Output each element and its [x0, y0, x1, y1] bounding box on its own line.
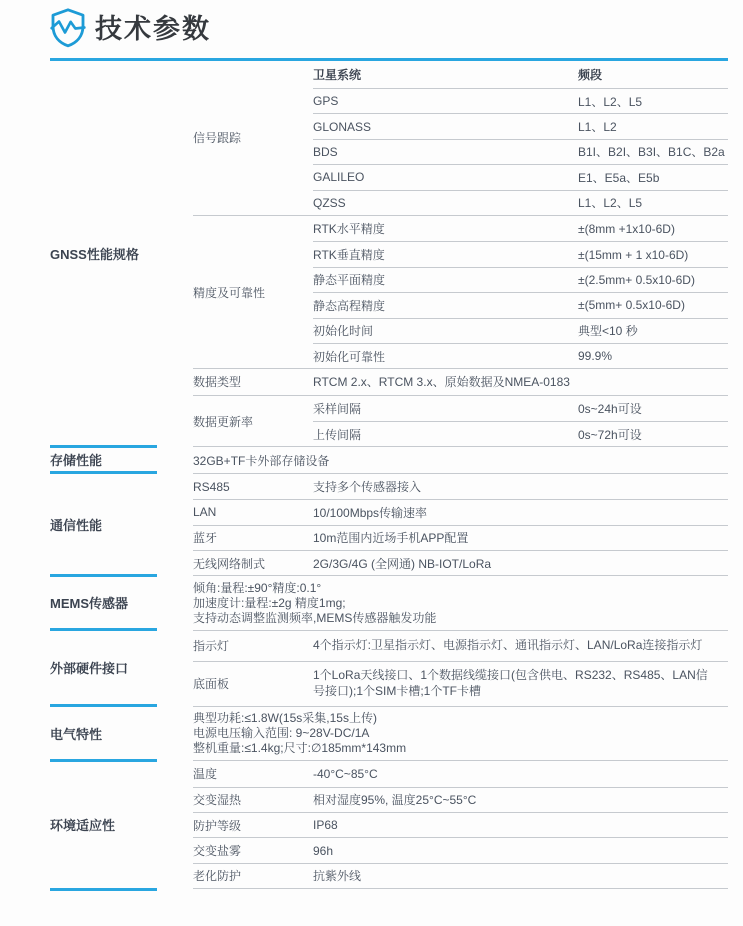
group-rows	[313, 61, 728, 215]
row-value: ±(8mm +1x10-6D)	[578, 221, 675, 236]
row-name: 底面板	[193, 677, 230, 692]
row-lines	[193, 711, 728, 755]
row-name: LAN	[193, 505, 217, 520]
spec-row	[193, 812, 728, 837]
section-body	[193, 760, 728, 889]
row-value: 10m范围内近场手机APP配置	[313, 531, 469, 546]
row-value: B1I、B2I、B3I、B1C、B2a	[578, 145, 725, 160]
spec-row	[193, 474, 728, 499]
section-label: 存储性能	[50, 453, 103, 469]
row-value: 典型<10 秒	[578, 324, 638, 339]
row-value: L1、L2	[578, 120, 617, 135]
row-value: 0s~24h可设	[578, 401, 642, 416]
spec-row	[193, 631, 728, 661]
group-label: 数据类型	[193, 375, 242, 390]
row-line: 加速度计:量程:±2g 精度1mg;	[193, 595, 346, 610]
row-name: 老化防护	[193, 869, 242, 884]
group-label: 信号跟踪	[193, 131, 242, 146]
section	[50, 61, 728, 446]
spec-row	[313, 369, 728, 394]
row-name: 防护等级	[193, 818, 242, 833]
spec-row	[313, 216, 728, 241]
row-name: RS485	[193, 479, 230, 494]
spec-group	[193, 395, 728, 447]
row-value: IP68	[313, 818, 338, 833]
column-header-row	[313, 61, 728, 88]
row-value: L1、L2、L5	[578, 196, 643, 211]
row-name: GLONASS	[313, 119, 372, 134]
spec-row	[313, 292, 728, 317]
spec-row	[193, 661, 728, 706]
row-name: 蓝牙	[193, 531, 218, 546]
spec-row	[193, 576, 728, 629]
section-body	[193, 575, 728, 629]
spec-row	[313, 318, 728, 343]
spec-group	[193, 61, 728, 215]
section	[50, 446, 728, 472]
spec-row	[193, 761, 728, 786]
section	[50, 575, 728, 629]
row-name: 交变盐雾	[193, 844, 242, 859]
page-title: 技术参数	[95, 13, 211, 44]
spec-row	[193, 787, 728, 812]
spec-row	[313, 190, 728, 215]
row-name: RTK水平精度	[313, 222, 385, 237]
row-value: 10/100Mbps传输速率	[313, 505, 428, 520]
row-name: 温度	[193, 767, 218, 782]
row-name: 卫星系统	[313, 68, 362, 82]
row-value: ±(15mm + 1 x10-6D)	[578, 247, 689, 262]
row-text: 32GB+TF卡外部存储设备	[193, 453, 330, 468]
spec-row	[313, 421, 728, 446]
section-label: GNSS性能规格	[50, 247, 139, 263]
row-name: 静态高程精度	[313, 298, 386, 313]
section-body	[193, 473, 728, 576]
section	[50, 473, 728, 576]
spec-row	[313, 113, 728, 138]
spec-row	[313, 396, 728, 421]
row-value: 支持多个传感器接入	[313, 480, 422, 495]
spec-row	[313, 343, 728, 368]
row-value: 抗紫外线	[313, 869, 362, 884]
shield-pulse-icon	[48, 7, 88, 49]
spec-group	[193, 368, 728, 394]
row-name: 静态平面精度	[313, 273, 386, 288]
row-name: GPS	[313, 94, 339, 109]
group-rows	[313, 216, 728, 368]
row-value: 0s~72h可设	[578, 427, 642, 442]
spec-row	[313, 267, 728, 292]
row-line: 电源电压输入范围: 9~28V-DC/1A	[193, 726, 370, 741]
row-value: 1个LoRa天线接口、1个数据线缆接口(包含供电、RS232、RS485、LAN信号接口);1个SIM卡槽;1个TF卡槽	[313, 668, 708, 698]
section-body	[193, 706, 728, 760]
row-line: 典型功耗:≤1.8W(15s采集,15s上传)	[193, 711, 377, 726]
group-label: 精度及可靠性	[193, 285, 266, 300]
group-rows	[313, 369, 728, 394]
section	[50, 706, 728, 760]
row-value: 96h	[313, 843, 334, 858]
row-name: 指示灯	[193, 639, 230, 654]
section-body	[193, 61, 728, 446]
row-name: GALILEO	[313, 170, 365, 185]
row-lines	[193, 581, 728, 625]
section	[50, 760, 728, 889]
spec-row	[193, 525, 728, 550]
row-name: 交变湿热	[193, 793, 242, 808]
spec-group	[193, 215, 728, 368]
row-line: 整机重量:≤1.4kg;尺寸:∅185mm*143mm	[193, 740, 407, 755]
row-value: L1、L2、L5	[578, 94, 643, 109]
row-name: 采样间隔	[313, 401, 362, 416]
section-label: 电气特性	[50, 726, 103, 742]
row-name: BDS	[313, 144, 338, 159]
section-label: 通信性能	[50, 517, 103, 533]
spec-row	[193, 550, 728, 575]
spec-row	[193, 499, 728, 524]
spec-row	[193, 447, 728, 472]
row-text: RTCM 2.x、RTCM 3.x、原始数据及NMEA-0183	[313, 375, 570, 390]
row-line: 支持动态调整监测频率,MEMS传感器触发功能	[193, 610, 437, 625]
row-name: 初始化可靠性	[313, 349, 386, 364]
group-rows	[313, 396, 728, 447]
row-value: 4个指示灯:卫星指示灯、电源指示灯、通讯指示灯、LAN/LoRa连接指示灯	[313, 638, 703, 653]
row-value: E1、E5a、E5b	[578, 170, 660, 185]
page-header	[0, 0, 743, 44]
spec-row	[313, 164, 728, 189]
section-body	[193, 630, 728, 706]
section-label: 环境适应性	[50, 818, 116, 834]
section	[50, 630, 728, 706]
spec-row	[193, 837, 728, 862]
spec-row	[313, 88, 728, 113]
section-body	[193, 446, 728, 472]
spec-row	[313, 241, 728, 266]
row-name: QZSS	[313, 195, 346, 210]
row-value: 99.9%	[578, 349, 613, 364]
spec-table	[50, 58, 728, 889]
row-line: 倾角:量程:±90°精度:0.1°	[193, 580, 322, 595]
section-label: 外部硬件接口	[50, 661, 129, 677]
row-name: 无线网络制式	[193, 556, 266, 571]
row-value: 相对湿度95%, 温度25°C~55°C	[313, 793, 477, 808]
row-value: -40°C~85°C	[313, 766, 378, 781]
group-label: 数据更新率	[193, 414, 254, 429]
spec-row	[193, 863, 728, 888]
row-value: 频段	[578, 68, 603, 82]
row-name: RTK垂直精度	[313, 248, 385, 263]
row-value: 2G/3G/4G (全网通) NB-IOT/LoRa	[313, 556, 492, 571]
row-value: ±(2.5mm+ 0.5x10-6D)	[578, 272, 695, 287]
row-name: 上传间隔	[313, 427, 362, 442]
spec-row	[193, 707, 728, 760]
spec-row	[313, 139, 728, 164]
row-value: ±(5mm+ 0.5x10-6D)	[578, 298, 685, 313]
section-label: MEMS传感器	[50, 596, 129, 612]
row-name: 初始化时间	[313, 324, 374, 339]
